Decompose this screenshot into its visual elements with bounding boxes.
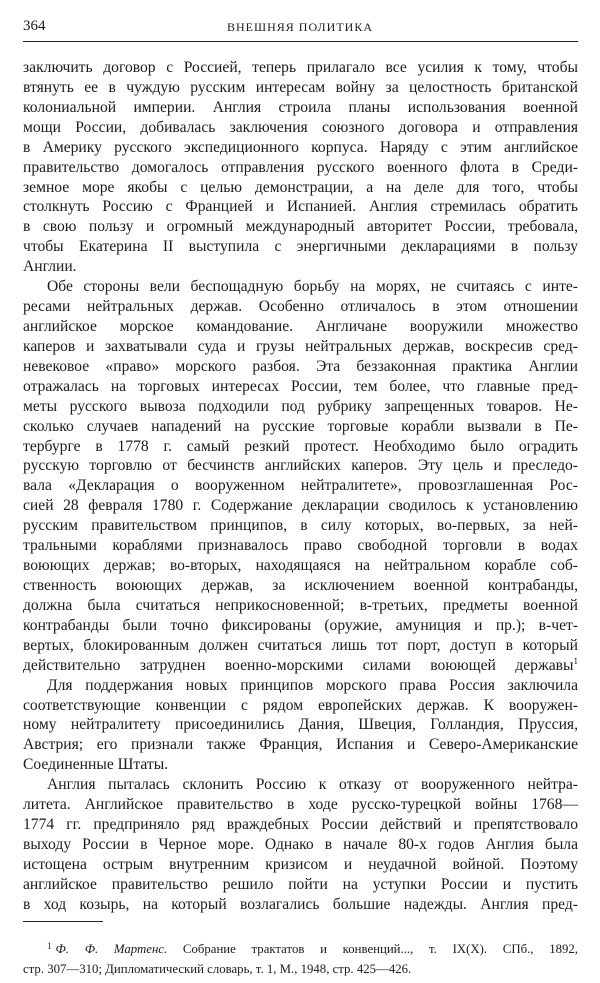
text-line [23, 337, 578, 357]
line-text: сией 28 февраля 1780 г. Содержание декларации сводилось к установлению [23, 497, 578, 515]
text-line [23, 775, 578, 795]
line-text: русским правительством принципов, в силу которых, во-первых, за ней- [23, 517, 578, 535]
line-text: ресами нейтральных держав. Особенно отличалось в этом отношении [23, 298, 578, 316]
text-line [23, 755, 578, 775]
text-line [23, 596, 578, 616]
line-text: втянуть ее в чуждую русским интересам войну за целостность британской [23, 78, 578, 96]
header-rule [23, 41, 578, 42]
footnote [23, 936, 578, 979]
text-line [23, 676, 578, 696]
text-line [23, 217, 578, 237]
footnote-line: стр. 307—310; Дипломатический словарь, т. 1, М., 1948, стр. 425—426. [23, 962, 412, 976]
line-text: Англия пыталась склонить Россию к отказу от вооруженного нейтра- [47, 776, 578, 794]
text-line [23, 317, 578, 337]
page-number: 364 [23, 18, 46, 34]
line-text: невековое «право» морского разбоя. Эта беззаконная практика Англии [23, 357, 578, 375]
text-line [23, 257, 578, 277]
line-text: английское правительство решило пойти на уступки России и пустить [23, 875, 578, 893]
line-text: литета. Английское правительство в ходе русско-турецкой войны 1768— [23, 796, 578, 814]
text-line [23, 795, 578, 815]
text-line [23, 735, 578, 755]
line-text: меты русского вывоза подходили под рубрику запрещенных товаров. Не- [23, 397, 578, 415]
text-line [23, 178, 578, 198]
footnote-number: 1 [47, 941, 52, 951]
line-text: истощена острым внутренним кризисом и неудачной войной. Поэтому [23, 855, 578, 873]
text-line [23, 197, 578, 217]
text-line [23, 576, 578, 596]
line-text: действительно затруднен военно-морскими силами воюющей державы [23, 656, 574, 674]
paragraph [23, 58, 578, 277]
line-text: каперов и захватывали суда и грузы нейтральных держав, воскресив сред- [23, 337, 578, 355]
footnote-rule [23, 921, 103, 922]
text-line [23, 835, 578, 855]
line-text: тербурге в 1778 г. самый резкий протест. Необходимо было оградить [23, 437, 578, 455]
paragraph [23, 277, 578, 675]
text-line [23, 855, 578, 875]
text-line [23, 357, 578, 377]
line-text: колониальной империи. Англия строила планы использования военной [23, 98, 578, 116]
line-text: ственность воюющих держав, за исключением военной контрабанды, [23, 576, 578, 594]
text-line [23, 158, 578, 178]
text-line [23, 616, 578, 636]
line-text: в свою пользу и огромный международный авторитет России, требовала, [23, 218, 578, 236]
text-line [23, 138, 578, 158]
body-text [23, 58, 578, 915]
text-line [23, 118, 578, 138]
line-text: столкнуть Россию с Францией и Испанией. Англия стремилась обратить [23, 198, 578, 216]
line-text: должна была считаться неприкосновенной; в-третьих, предметы военной [23, 596, 578, 614]
line-text: вала «Декларация о вооруженном нейтралитете», провозглашенная Рос- [23, 477, 578, 495]
line-text: земное море якобы с целью демонстрации, а на деле для того, чтобы [23, 178, 578, 196]
text-line [23, 556, 578, 576]
line-text: русскую торговлю от бесчинств английских каперов. Эту цель и преследо- [23, 457, 578, 475]
text-line [23, 476, 578, 496]
line-text: Соединенные Штаты. [23, 756, 169, 774]
line-text: воюющих держав; во-вторых, находящаяся на нейтральном корабле соб- [23, 557, 578, 575]
text-line [23, 237, 578, 257]
text-line [23, 815, 578, 835]
text-line [23, 496, 578, 516]
line-text: Австрия; его признали также Франция, Испания и Северо-Американские [23, 736, 578, 754]
text-line [23, 397, 578, 417]
text-line [23, 277, 578, 297]
line-text: в ход козырь, на который возлагались большие надежды. Англия пред- [23, 895, 578, 913]
paragraph [23, 775, 578, 914]
text-line [23, 536, 578, 556]
footnote-author: Ф. Ф. Мартенс. [55, 942, 168, 956]
line-text: ному нейтралитету присоединились Дания, Швеция, Голландия, Пруссия, [23, 716, 578, 734]
text-line [23, 895, 578, 915]
line-text: Англии. [23, 258, 77, 276]
line-text: мощи России, добивалась заключения союзного договора и отправления [23, 118, 578, 136]
text-line [23, 715, 578, 735]
line-text: Для поддержания новых принципов морского права Россия заключила [47, 676, 578, 694]
text-line [23, 636, 578, 656]
text-line [23, 377, 578, 397]
text-line [23, 297, 578, 317]
line-text: отражалась на торговых интересах России, тем более, что главные пред- [23, 377, 578, 395]
text-line [23, 98, 578, 118]
line-text: английское морское командование. Англичане вооружили множество [23, 317, 578, 335]
line-text: Обе стороны вели беспощадную борьбу на морях, не считаясь с инте- [47, 278, 578, 296]
line-text: в Америку русского экспедиционного корпуса. Наряду с этим английское [23, 138, 578, 156]
text-line [23, 516, 578, 536]
footnote-text: Собрание трактатов и конвенций..., т. IX(X). СПб., 1892, [182, 942, 579, 956]
line-text: правительство домогалось отправления русского военного флота в Среди- [23, 158, 578, 176]
text-line [23, 696, 578, 716]
footnote-reference[interactable]: 1 [573, 655, 578, 666]
text-line [23, 656, 578, 676]
line-text: контрабанды были точно фиксированы (оружие, амуниция и пр.); в-чет- [23, 616, 578, 634]
footnote-line [23, 936, 578, 959]
text-line [23, 437, 578, 457]
line-text: 1774 гг. предприняло ряд враждебных России действий и препятствовало [23, 816, 578, 834]
line-text: соответствующие конвенции с рядом европейских держав. К вооружен- [23, 696, 578, 714]
line-text: сколько случаев нападений на русские торговые корабли вызвали в Пе- [23, 417, 578, 435]
line-text: чтобы Екатерина II выступила с энергичными декларациями в пользу [23, 238, 578, 256]
line-text: тральными кораблями признавалось право свободной торговли в водах [23, 537, 578, 555]
line-text: выходу России в Черное море. Однако в начале 80-х годов Англия была [23, 835, 578, 853]
text-line [23, 417, 578, 437]
text-line [23, 58, 578, 78]
line-text: вертых, блокированным должен считаться лишь тот порт, доступ в который [23, 636, 578, 654]
text-line [23, 78, 578, 98]
paragraph [23, 676, 578, 776]
running-header [23, 18, 577, 40]
running-title: ВНЕШНЯЯ ПОЛИТИКА [227, 20, 373, 34]
text-line [23, 456, 578, 476]
text-line [23, 875, 578, 895]
line-text: заключить договор с Россией, теперь прилагало все усилия к тому, чтобы [23, 59, 578, 76]
